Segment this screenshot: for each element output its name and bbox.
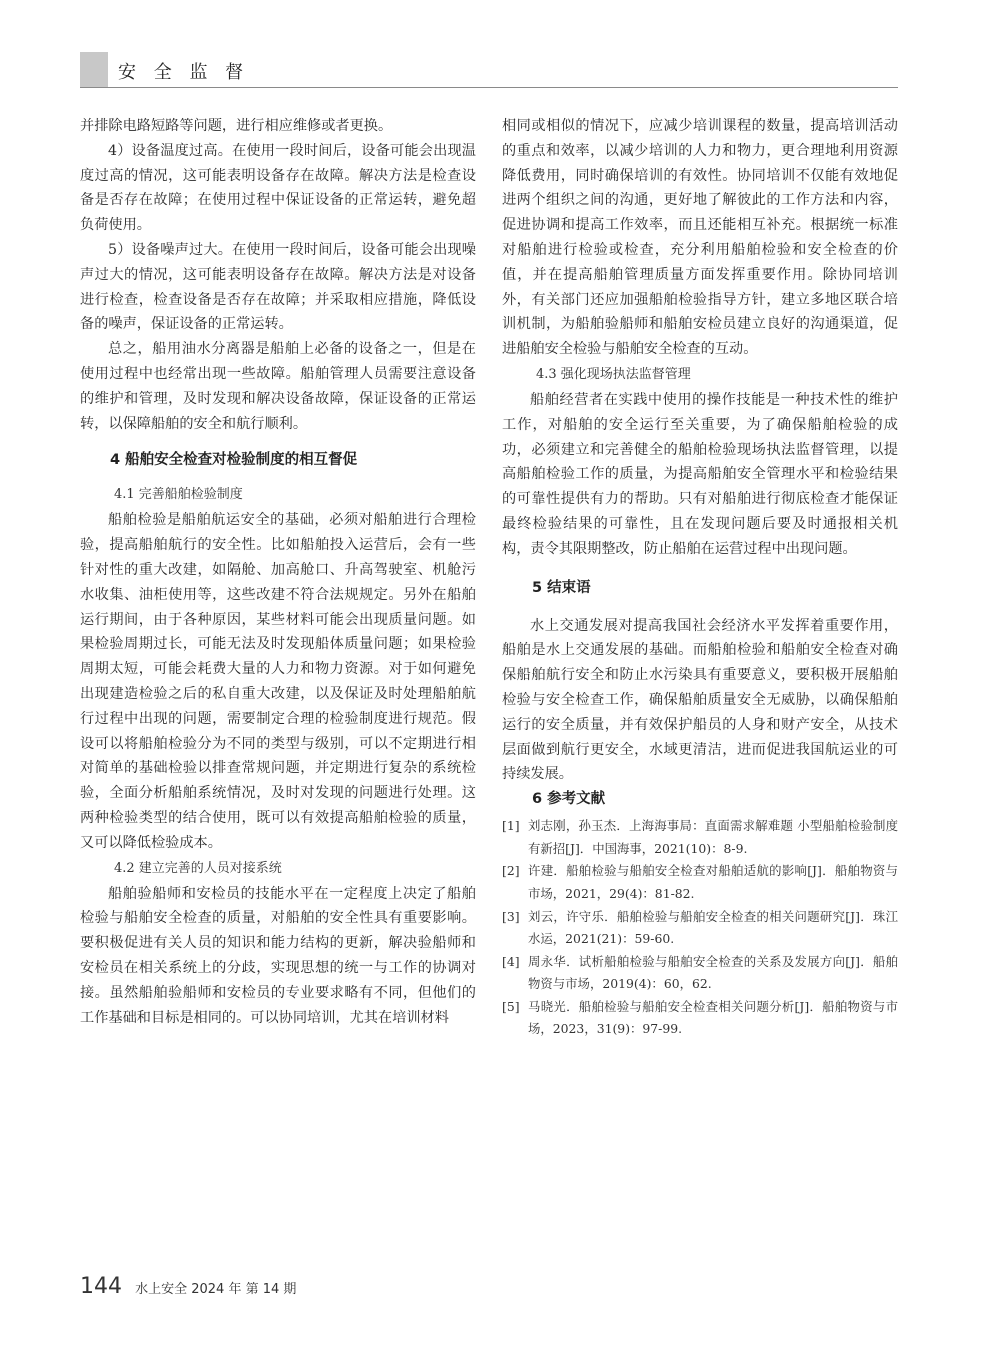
reference-text: 刘云，许守乐．船舶检验与船舶安全检查的相关问题研究[J]．珠江水运，2021(21)：59-60. bbox=[528, 908, 898, 947]
paragraph: 水上交通发展对提高我国社会经济水平发挥着重要作用，船舶是水上交通发展的基础。而船舶检验和船舶安全检查对确保船舶航行安全和防止水污染具有重要意义，要积极开展船舶检验与安全检查工作，确保船舶质量安全无威胁，以确保船舶运行的安全质量，并有效保护船员的人身和财产安全，从技术层面做到航行更安全，水域更清洁，进而促进我国航运业的可持续发展。 bbox=[502, 617, 898, 783]
paragraph: 船舶检验是船舶航运安全的基础，必须对船舶进行合理检验，提高船舶航行的安全性。比如船舶投入运营后，会有一些针对性的重大改建，如隔舱、加高舱口、升高驾驶室、机舱污水收集、油柜使用等，这些改建不符合法规规定。另外在船舶运行期间，由于各种原因，某些材料可能会出现质量问题。如果检验周期过长，可能无法及时发现船体质量问题；如果检验周期太短，可能会耗费大量的人力和物力资源。对于如何避免出现建造检验之后的私自重大改建，以及保证及时处理船舶航行过程中出现的问题，需要制定合理的检验制度进行规范。假设可以将船舶检验分为不同的类型与级别，可以不定期进行相对简单的基础检验以排查常规问题，并定期进行复杂的系统检验，全面分析船舶系统情况，及时对发现的问题进行处理。这两种检验类型的结合使用，既可以有效提高船舶检验的质量，又可以降低检验成本。 bbox=[80, 512, 476, 851]
left-column bbox=[80, 114, 476, 1030]
reference-number: [2] bbox=[502, 863, 520, 879]
reference-number: [4] bbox=[502, 953, 520, 969]
reference-item bbox=[502, 860, 898, 905]
page-footer bbox=[80, 1274, 296, 1298]
reference-item bbox=[502, 996, 898, 1041]
section-heading: 4 船舶安全检查对检验制度的相互督促 bbox=[110, 452, 358, 469]
section-heading: 6 参考文献 bbox=[532, 791, 606, 808]
paragraph: 船舶验船师和安检员的技能水平在一定程度上决定了船舶检验与船舶安全检查的质量，对船舶的安全性具有重要影响。要积极促进有关人员的知识和能力结构的更新，解决验船师和安检员在相关系统上的分歧，实现思想的统一与工作的协调对接。虽然船舶验船师和安检员的专业要求略有不同，但他们的工作基础和目标是相同的。可以协同培训，尤其在培训材料 bbox=[80, 885, 476, 1026]
page-header bbox=[80, 52, 898, 88]
reference-number: [5] bbox=[502, 998, 520, 1014]
reference-item bbox=[502, 951, 898, 996]
reference-text: 刘志刚，孙玉杰．上海海事局：直面需求解难题 小型船舶检验制度有新招[J]．中国海事，2021(10)：8-9. bbox=[528, 818, 898, 856]
header-gray-block bbox=[80, 52, 108, 88]
subsection-heading: 4.1 完善船舶检验制度 bbox=[114, 487, 243, 503]
paragraph: 4）设备温度过高。在使用一段时间后，设备可能会出现温度过高的情况，这可能表明设备存在故障。解决方法是检查设备是否存在故障；在使用过程中保证设备的正常运转，避免超负荷使用。 bbox=[80, 142, 476, 234]
reference-text: 周永华．试析船舶检验与船舶安全检查的关系及发展方向[J]．船舶物资与市场，2019(4)：60，62. bbox=[528, 953, 898, 992]
reference-item bbox=[502, 906, 898, 951]
journal-info: 水上安全 2024 年 第 14 期 bbox=[135, 1282, 297, 1297]
page-number: 144 bbox=[80, 1274, 122, 1299]
header-rule bbox=[80, 87, 898, 88]
reference-number: [3] bbox=[502, 908, 520, 924]
section-heading: 5 结束语 bbox=[532, 579, 591, 596]
right-column bbox=[502, 114, 898, 1041]
paragraph: 船舶经营者在实践中使用的操作技能是一种技术性的维护工作，对船舶的安全运行至关重要，为了确保船舶检验的成功，必须建立和完善健全的船舶检验现场执法监督管理，以提高船舶检验工作的质量，为提高船舶安全管理水平和检验结果的可靠性提供有力的帮助。只有对船舶进行彻底检查才能保证最终检验结果的可靠性，且在发现问题后要及时通报相关机构，责令其限期整改，防止船舶在运营过程中出现问题。 bbox=[502, 391, 898, 557]
reference-text: 马晓光．船舶检验与船舶安全检查相关问题分析[J]．船舶物资与市场，2023，31(9)：97-99. bbox=[528, 998, 898, 1037]
paragraph: 相同或相似的情况下，应减少培训课程的数量，提高培训活动的重点和效率，以减少培训的人力和物力，更合理地利用资源降低费用，同时确保培训的有效性。协同培训不仅能有效地促进两个组织之间的沟通，更好地了解彼此的工作方法和内容，促进协调和提高工作效率，而且还能相互补充。根据统一标准对船舶进行检验或检查，充分利用船舶检验和安全检查的价值，并在提高船舶管理质量方面发挥重要作用。除协同培训外，有关部门还应加强船舶检验指导方针，建立多地区联合培训机制，为船舶验船师和船舶安检员建立良好的沟通渠道，促进船舶安全检验与船舶安全检查的互动。 bbox=[502, 118, 898, 358]
paragraph: 5）设备噪声过大。在使用一段时间后，设备可能会出现噪声过大的情况，这可能表明设备存在故障。解决方法是对设备进行检查，检查设备是否存在故障；并采取相应措施，降低设备的噪声，保证设备的正常运转。 bbox=[80, 241, 476, 333]
paragraph: 总之，船用油水分离器是船舶上必备的设备之一，但是在使用过程中也经常出现一些故障。船舶管理人员需要注意设备的维护和管理，及时发现和解决设备故障，保证设备的正常运转，以保障船舶的安全和航行顺利。 bbox=[80, 341, 476, 432]
reference-number: [1] bbox=[502, 818, 520, 834]
reference-text: 许建．船舶检验与船舶安全检查对船舶适航的影响[J]．船舶物资与市场，2021，29(4)：81-82. bbox=[528, 863, 898, 901]
section-title: 安 全 监 督 bbox=[118, 62, 250, 83]
subsection-heading: 4.2 建立完善的人员对接系统 bbox=[114, 860, 282, 876]
reference-item bbox=[502, 815, 898, 860]
paragraph: 并排除电路短路等问题，进行相应维修或者更换。 bbox=[80, 118, 393, 134]
subsection-heading: 4.3 强化现场执法监督管理 bbox=[536, 366, 691, 382]
